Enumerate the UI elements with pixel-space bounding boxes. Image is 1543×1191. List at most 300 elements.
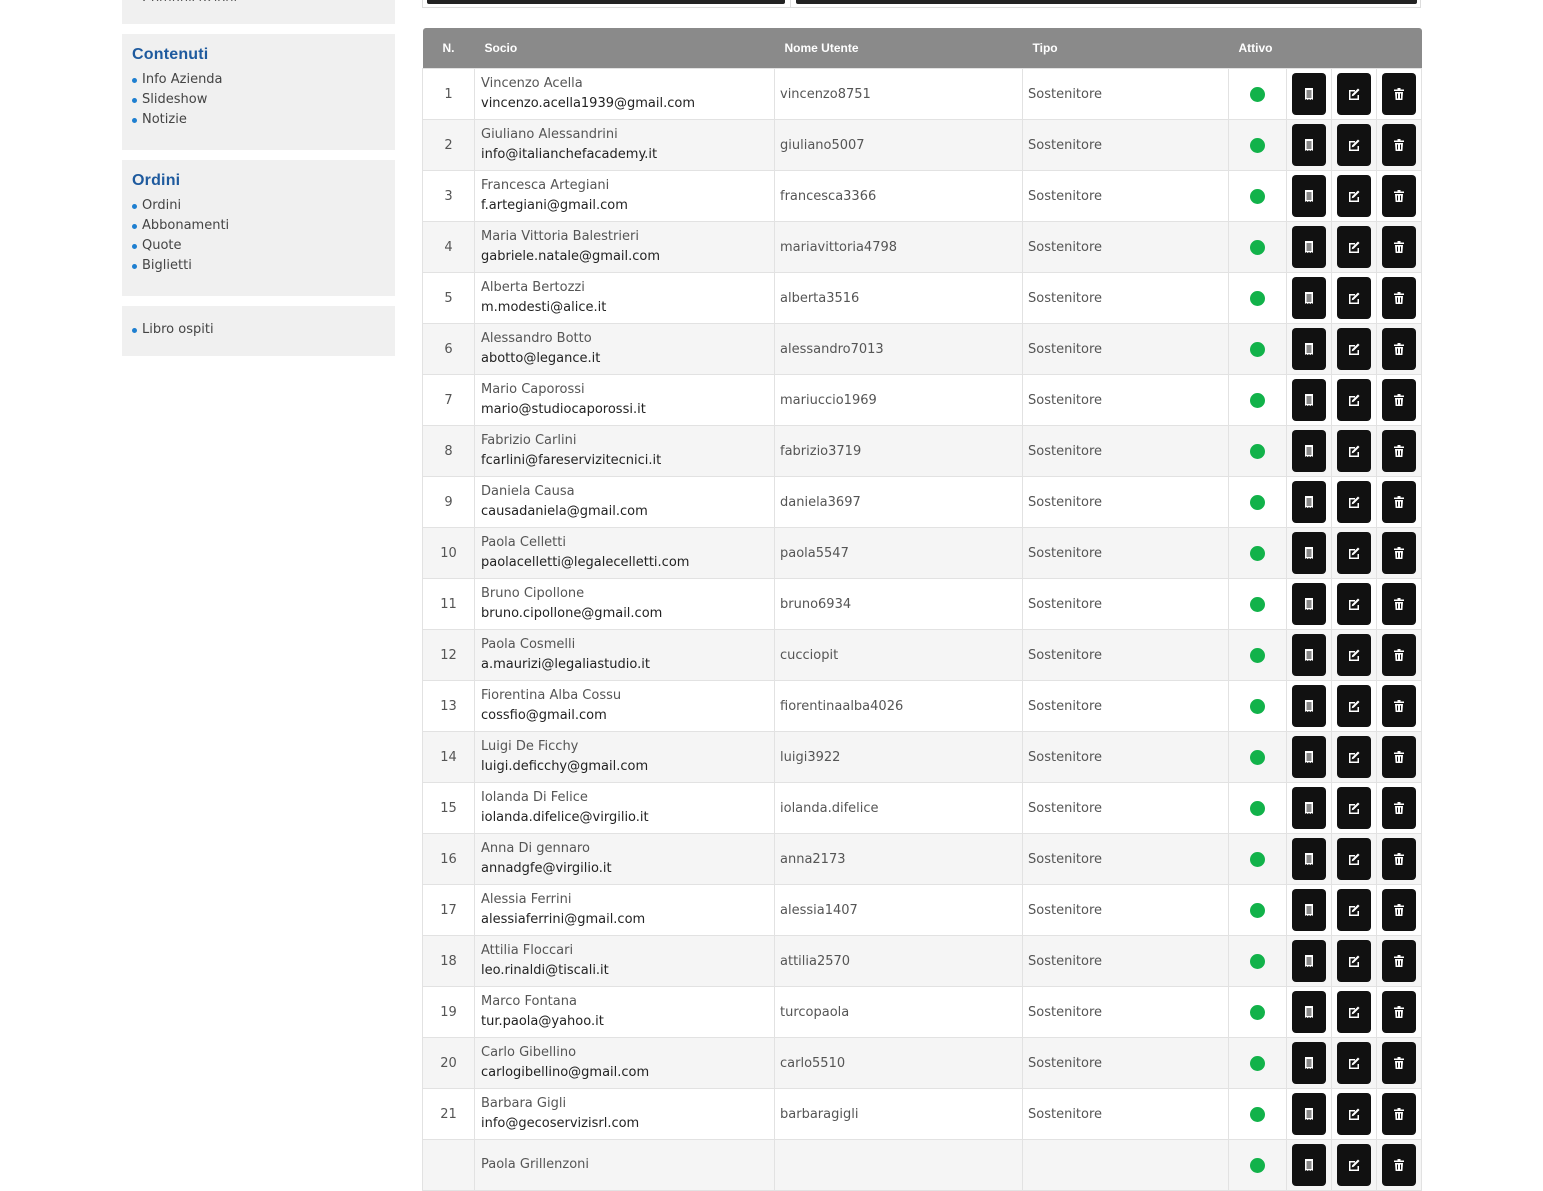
receipt-icon — [1302, 597, 1316, 611]
receipt-button[interactable] — [1292, 1144, 1326, 1186]
sidebar-item-biglietti[interactable]: Biglietti — [132, 256, 385, 276]
cell-tipo: Sostenitore — [1023, 426, 1229, 477]
header-attivo[interactable]: Attivo — [1229, 28, 1287, 69]
socio-name[interactable]: Alessandro Botto — [481, 331, 592, 346]
sidebar-item-ordini[interactable]: Ordini — [132, 196, 385, 216]
edit-button[interactable] — [1337, 532, 1371, 574]
socio-name[interactable]: Bruno Cipollone — [481, 586, 585, 601]
cell-action-receipt — [1287, 1089, 1332, 1140]
cell-action-edit — [1332, 324, 1377, 375]
cell-action-delete — [1377, 120, 1422, 171]
trash-icon — [1392, 393, 1406, 407]
edit-button[interactable] — [1337, 685, 1371, 727]
socio-email[interactable]: a.maurizi@legaliastudio.it — [481, 657, 650, 672]
edit-button[interactable] — [1337, 736, 1371, 778]
cell-tipo: Sostenitore — [1023, 783, 1229, 834]
delete-button[interactable] — [1382, 940, 1416, 982]
socio-name[interactable]: Marco Fontana — [481, 994, 577, 1009]
socio-email[interactable]: bruno.cipollone@gmail.com — [481, 606, 663, 621]
socio-name[interactable]: Fiorentina Alba Cossu — [481, 688, 622, 703]
cell-number: 4 — [423, 222, 475, 273]
active-status-icon[interactable] — [1250, 1005, 1265, 1020]
socio-name[interactable]: Mario Caporossi — [481, 382, 585, 397]
sidebar-title-contenuti: Contenuti — [132, 46, 209, 63]
active-status-icon[interactable] — [1250, 699, 1265, 714]
receipt-button[interactable] — [1292, 838, 1326, 880]
cell-action-receipt — [1287, 936, 1332, 987]
cell-number: 15 — [423, 783, 475, 834]
delete-button[interactable] — [1382, 634, 1416, 676]
header-n[interactable]: N. — [423, 28, 475, 69]
receipt-icon — [1302, 1158, 1316, 1172]
cell-attivo — [1229, 987, 1287, 1038]
cell-action-delete — [1377, 630, 1422, 681]
cell-socio — [475, 222, 775, 273]
trash-icon — [1392, 138, 1406, 152]
receipt-button[interactable] — [1292, 940, 1326, 982]
table-row — [423, 426, 1422, 477]
socio-email[interactable]: iolanda.difelice@virgilio.it — [481, 810, 649, 825]
socio-email[interactable]: cossfio@gmail.com — [481, 708, 607, 723]
header-tipo[interactable]: Tipo — [1023, 28, 1229, 69]
socio-name[interactable]: Carlo Gibellino — [481, 1045, 577, 1060]
cell-attivo — [1229, 783, 1287, 834]
receipt-button[interactable] — [1292, 73, 1326, 115]
active-status-icon[interactable] — [1250, 393, 1265, 408]
active-status-icon[interactable] — [1250, 291, 1265, 306]
receipt-button[interactable] — [1292, 787, 1326, 829]
cell-action-edit — [1332, 987, 1377, 1038]
cell-socio — [475, 1140, 775, 1191]
edit-button[interactable] — [1337, 838, 1371, 880]
receipt-icon — [1302, 393, 1316, 407]
socio-name[interactable]: Daniela Causa — [481, 484, 575, 499]
table-row — [423, 528, 1422, 579]
cell-action-receipt — [1287, 324, 1332, 375]
delete-button[interactable] — [1382, 787, 1416, 829]
trash-icon — [1392, 546, 1406, 560]
socio-email[interactable]: annadgfe@virgilio.it — [481, 861, 612, 876]
table-row — [423, 783, 1422, 834]
cell-tipo: Sostenitore — [1023, 579, 1229, 630]
receipt-button[interactable] — [1292, 991, 1326, 1033]
active-status-icon[interactable] — [1250, 1056, 1265, 1071]
cell-action-receipt — [1287, 528, 1332, 579]
receipt-button[interactable] — [1292, 277, 1326, 319]
sidebar-item-slideshow[interactable]: Slideshow — [132, 90, 385, 110]
delete-button[interactable] — [1382, 124, 1416, 166]
members-table — [422, 28, 1422, 1191]
bullet-icon — [132, 98, 137, 103]
cell-action-edit — [1332, 171, 1377, 222]
delete-button[interactable] — [1382, 328, 1416, 370]
socio-email[interactable]: info@italianchefacademy.it — [481, 147, 658, 162]
receipt-button[interactable] — [1292, 532, 1326, 574]
cell-socio — [475, 69, 775, 120]
cell-attivo — [1229, 528, 1287, 579]
table-row — [423, 1089, 1422, 1140]
socio-email[interactable]: info@gecoservizisrl.com — [481, 1116, 640, 1131]
delete-button[interactable] — [1382, 532, 1416, 574]
socio-email[interactable]: alessiaferrini@gmail.com — [481, 912, 646, 927]
cell-number — [423, 1140, 475, 1191]
sidebar-item-libro-ospiti[interactable]: Libro ospiti — [132, 320, 385, 340]
header-socio[interactable]: Socio — [475, 28, 775, 69]
active-status-icon[interactable] — [1250, 546, 1265, 561]
active-status-icon[interactable] — [1250, 495, 1265, 510]
sidebar-item-comunicazioni[interactable] — [142, 0, 237, 1]
cell-socio — [475, 732, 775, 783]
edit-button[interactable] — [1337, 328, 1371, 370]
active-status-icon[interactable] — [1250, 648, 1265, 663]
socio-name[interactable]: Paola Grillenzoni — [481, 1157, 590, 1172]
cell-socio — [475, 936, 775, 987]
socio-email[interactable]: fcarlini@fareservizitecnici.it — [481, 453, 662, 468]
trash-icon — [1392, 801, 1406, 815]
delete-button[interactable] — [1382, 277, 1416, 319]
edit-button[interactable] — [1337, 430, 1371, 472]
socio-email[interactable]: vincenzo.acella1939@gmail.com — [481, 96, 695, 111]
receipt-icon — [1302, 852, 1316, 866]
delete-button[interactable] — [1382, 583, 1416, 625]
cell-action-receipt — [1287, 681, 1332, 732]
socio-name[interactable]: Fabrizio Carlini — [481, 433, 577, 448]
table-header-row — [423, 28, 1422, 69]
cell-action-delete — [1377, 936, 1422, 987]
trash-icon — [1392, 495, 1406, 509]
cell-tipo: Sostenitore — [1023, 987, 1229, 1038]
cell-username: giuliano5007 — [775, 120, 1023, 171]
cell-username: fabrizio3719 — [775, 426, 1023, 477]
active-status-icon[interactable] — [1250, 240, 1265, 255]
active-status-icon[interactable] — [1250, 1107, 1265, 1122]
cell-attivo — [1229, 681, 1287, 732]
cell-socio — [475, 528, 775, 579]
cell-number: 7 — [423, 375, 475, 426]
receipt-icon — [1302, 444, 1316, 458]
cell-username: anna2173 — [775, 834, 1023, 885]
receipt-button[interactable] — [1292, 1042, 1326, 1084]
cell-action-receipt — [1287, 375, 1332, 426]
cell-tipo: Sostenitore — [1023, 732, 1229, 783]
cell-action-delete — [1377, 732, 1422, 783]
socio-name[interactable]: Vincenzo Acella — [481, 76, 583, 91]
socio-name[interactable]: Alberta Bertozzi — [481, 280, 585, 295]
edit-icon — [1347, 750, 1361, 764]
active-status-icon[interactable] — [1250, 444, 1265, 459]
active-status-icon[interactable] — [1250, 750, 1265, 765]
receipt-button[interactable] — [1292, 685, 1326, 727]
bullet-icon — [132, 78, 137, 83]
socio-email[interactable]: m.modesti@alice.it — [481, 300, 607, 315]
delete-button[interactable] — [1382, 1042, 1416, 1084]
active-status-icon[interactable] — [1250, 1158, 1265, 1173]
delete-button[interactable] — [1382, 1144, 1416, 1186]
socio-email[interactable]: gabriele.natale@gmail.com — [481, 249, 661, 264]
socio-name[interactable]: Luigi De Ficchy — [481, 739, 579, 754]
cell-number: 19 — [423, 987, 475, 1038]
cell-number: 11 — [423, 579, 475, 630]
table-row — [423, 273, 1422, 324]
cell-action-edit — [1332, 1140, 1377, 1191]
sidebar-item-quote[interactable]: Quote — [132, 236, 385, 256]
socio-email[interactable]: mario@studiocaporossi.it — [481, 402, 646, 417]
receipt-button[interactable] — [1292, 481, 1326, 523]
cell-attivo — [1229, 732, 1287, 783]
sidebar-box-contenuti — [122, 34, 395, 150]
receipt-button[interactable] — [1292, 889, 1326, 931]
cell-username: alessandro7013 — [775, 324, 1023, 375]
cell-socio — [475, 324, 775, 375]
bullet-icon — [132, 118, 137, 123]
cell-tipo: Sostenitore — [1023, 1038, 1229, 1089]
edit-button[interactable] — [1337, 583, 1371, 625]
receipt-button[interactable] — [1292, 379, 1326, 421]
sidebar-box-ordini — [122, 160, 395, 296]
trash-icon — [1392, 750, 1406, 764]
edit-button[interactable] — [1337, 1144, 1371, 1186]
header-nome-utente[interactable]: Nome Utente — [775, 28, 1023, 69]
sidebar-box-libro — [122, 306, 395, 356]
cell-tipo: Sostenitore — [1023, 273, 1229, 324]
cell-socio — [475, 579, 775, 630]
active-status-icon[interactable] — [1250, 87, 1265, 102]
sidebar-list-ordini — [132, 196, 385, 276]
cell-action-receipt — [1287, 69, 1332, 120]
socio-email[interactable]: causadaniela@gmail.com — [481, 504, 648, 519]
cell-socio — [475, 681, 775, 732]
delete-button[interactable] — [1382, 73, 1416, 115]
filter-input-left[interactable] — [427, 0, 785, 4]
cell-attivo — [1229, 69, 1287, 120]
receipt-icon — [1302, 1056, 1316, 1070]
edit-icon — [1347, 291, 1361, 305]
edit-button[interactable] — [1337, 175, 1371, 217]
cell-number: 16 — [423, 834, 475, 885]
cell-attivo — [1229, 375, 1287, 426]
receipt-button[interactable] — [1292, 583, 1326, 625]
edit-button[interactable] — [1337, 1093, 1371, 1135]
cell-tipo: Sostenitore — [1023, 171, 1229, 222]
cell-tipo: Sostenitore — [1023, 477, 1229, 528]
socio-name[interactable]: Iolanda Di Felice — [481, 790, 588, 805]
cell-action-edit — [1332, 426, 1377, 477]
active-status-icon[interactable] — [1250, 801, 1265, 816]
cell-socio — [475, 987, 775, 1038]
cell-number: 9 — [423, 477, 475, 528]
receipt-icon — [1302, 87, 1316, 101]
trash-icon — [1392, 87, 1406, 101]
socio-name[interactable]: Alessia Ferrini — [481, 892, 572, 907]
delete-button[interactable] — [1382, 889, 1416, 931]
edit-button[interactable] — [1337, 226, 1371, 268]
cell-action-receipt — [1287, 885, 1332, 936]
cell-number: 18 — [423, 936, 475, 987]
edit-icon — [1347, 801, 1361, 815]
cell-username: paola5547 — [775, 528, 1023, 579]
cell-action-delete — [1377, 375, 1422, 426]
edit-button[interactable] — [1337, 379, 1371, 421]
cell-tipo: Sostenitore — [1023, 120, 1229, 171]
delete-button[interactable] — [1382, 736, 1416, 778]
sidebar-item-notizie[interactable]: Notizie — [132, 110, 385, 130]
socio-name[interactable]: Francesca Artegiani — [481, 178, 610, 193]
edit-button[interactable] — [1337, 940, 1371, 982]
edit-button[interactable] — [1337, 124, 1371, 166]
delete-button[interactable] — [1382, 226, 1416, 268]
table-row — [423, 987, 1422, 1038]
cell-action-delete — [1377, 885, 1422, 936]
cell-number: 6 — [423, 324, 475, 375]
active-status-icon[interactable] — [1250, 597, 1265, 612]
delete-button[interactable] — [1382, 685, 1416, 727]
cell-tipo: Sostenitore — [1023, 630, 1229, 681]
cell-number: 13 — [423, 681, 475, 732]
header-action-3 — [1377, 28, 1422, 69]
cell-username: carlo5510 — [775, 1038, 1023, 1089]
edit-button[interactable] — [1337, 277, 1371, 319]
edit-button[interactable] — [1337, 889, 1371, 931]
cell-action-delete — [1377, 1038, 1422, 1089]
table-row — [423, 375, 1422, 426]
active-status-icon[interactable] — [1250, 903, 1265, 918]
socio-email[interactable]: luigi.deficchy@gmail.com — [481, 759, 649, 774]
sidebar-item-info-azienda[interactable]: Info Azienda — [132, 70, 385, 90]
cell-action-delete — [1377, 834, 1422, 885]
cell-username: turcopaola — [775, 987, 1023, 1038]
receipt-button[interactable] — [1292, 1093, 1326, 1135]
receipt-button[interactable] — [1292, 124, 1326, 166]
sidebar-item-abbonamenti[interactable]: Abbonamenti — [132, 216, 385, 236]
delete-button[interactable] — [1382, 379, 1416, 421]
cell-attivo — [1229, 222, 1287, 273]
table-row — [423, 477, 1422, 528]
edit-icon — [1347, 1158, 1361, 1172]
edit-button[interactable] — [1337, 481, 1371, 523]
delete-button[interactable] — [1382, 991, 1416, 1033]
socio-name[interactable]: Anna Di gennaro — [481, 841, 590, 856]
cell-tipo: Sostenitore — [1023, 834, 1229, 885]
socio-name[interactable]: Maria Vittoria Balestrieri — [481, 229, 639, 244]
socio-email[interactable]: tur.paola@yahoo.it — [481, 1014, 604, 1029]
cell-action-edit — [1332, 69, 1377, 120]
cell-tipo: Sostenitore — [1023, 936, 1229, 987]
edit-button[interactable] — [1337, 787, 1371, 829]
sidebar-list-contenuti — [132, 70, 385, 130]
edit-icon — [1347, 699, 1361, 713]
cell-tipo: Sostenitore — [1023, 528, 1229, 579]
socio-name[interactable]: Barbara Gigli — [481, 1096, 567, 1111]
sidebar-title-ordini: Ordini — [132, 172, 181, 189]
delete-button[interactable] — [1382, 1093, 1416, 1135]
cell-action-delete — [1377, 783, 1422, 834]
cell-attivo — [1229, 1140, 1287, 1191]
socio-email[interactable]: carlogibellino@gmail.com — [481, 1065, 650, 1080]
cell-action-delete — [1377, 477, 1422, 528]
trash-icon — [1392, 648, 1406, 662]
cell-action-edit — [1332, 477, 1377, 528]
filter-input-right[interactable] — [796, 0, 1417, 4]
active-status-icon[interactable] — [1250, 138, 1265, 153]
delete-button[interactable] — [1382, 481, 1416, 523]
delete-button[interactable] — [1382, 838, 1416, 880]
sidebar-list-extra — [132, 320, 385, 340]
cell-action-receipt — [1287, 222, 1332, 273]
edit-button[interactable] — [1337, 634, 1371, 676]
socio-name[interactable]: Giuliano Alessandrini — [481, 127, 618, 142]
active-status-icon[interactable] — [1250, 954, 1265, 969]
socio-name[interactable]: Paola Celletti — [481, 535, 566, 550]
receipt-button[interactable] — [1292, 226, 1326, 268]
trash-icon — [1392, 1005, 1406, 1019]
cell-action-receipt — [1287, 834, 1332, 885]
cell-number: 2 — [423, 120, 475, 171]
bullet-icon — [132, 204, 137, 209]
socio-name[interactable]: Attilia Floccari — [481, 943, 574, 958]
cell-number: 20 — [423, 1038, 475, 1089]
edit-button[interactable] — [1337, 73, 1371, 115]
receipt-button[interactable] — [1292, 736, 1326, 778]
socio-email[interactable]: abotto@legance.it — [481, 351, 601, 366]
cell-socio — [475, 783, 775, 834]
receipt-icon — [1302, 699, 1316, 713]
table-row — [423, 69, 1422, 120]
cell-action-receipt — [1287, 1140, 1332, 1191]
cell-action-edit — [1332, 630, 1377, 681]
cell-action-delete — [1377, 681, 1422, 732]
receipt-button[interactable] — [1292, 634, 1326, 676]
socio-email[interactable]: leo.rinaldi@tiscali.it — [481, 963, 609, 978]
socio-email[interactable]: f.artegiani@gmail.com — [481, 198, 628, 213]
active-status-icon[interactable] — [1250, 189, 1265, 204]
members-table-wrap — [422, 28, 1421, 1191]
cell-socio — [475, 171, 775, 222]
delete-button[interactable] — [1382, 430, 1416, 472]
receipt-button[interactable] — [1292, 175, 1326, 217]
cell-username: barbaragigli — [775, 1089, 1023, 1140]
trash-icon — [1392, 240, 1406, 254]
socio-email[interactable]: paolacelletti@legalecelletti.com — [481, 555, 690, 570]
cell-action-receipt — [1287, 426, 1332, 477]
cell-action-edit — [1332, 273, 1377, 324]
cell-action-edit — [1332, 1089, 1377, 1140]
socio-name[interactable]: Paola Cosmelli — [481, 637, 576, 652]
table-row — [423, 579, 1422, 630]
active-status-icon[interactable] — [1250, 342, 1265, 357]
receipt-button[interactable] — [1292, 328, 1326, 370]
active-status-icon[interactable] — [1250, 852, 1265, 867]
cell-number: 17 — [423, 885, 475, 936]
edit-icon — [1347, 495, 1361, 509]
bullet-icon — [132, 264, 137, 269]
receipt-button[interactable] — [1292, 430, 1326, 472]
bullet-icon — [132, 328, 137, 333]
cell-action-edit — [1332, 783, 1377, 834]
cell-action-edit — [1332, 579, 1377, 630]
edit-button[interactable] — [1337, 991, 1371, 1033]
edit-button[interactable] — [1337, 1042, 1371, 1084]
header-action-1 — [1287, 28, 1332, 69]
table-row — [423, 885, 1422, 936]
cell-username: alberta3516 — [775, 273, 1023, 324]
cell-action-receipt — [1287, 1038, 1332, 1089]
cell-action-delete — [1377, 1089, 1422, 1140]
edit-icon — [1347, 444, 1361, 458]
cell-username: iolanda.difelice — [775, 783, 1023, 834]
delete-button[interactable] — [1382, 175, 1416, 217]
cell-socio — [475, 1038, 775, 1089]
cell-action-edit — [1332, 1038, 1377, 1089]
